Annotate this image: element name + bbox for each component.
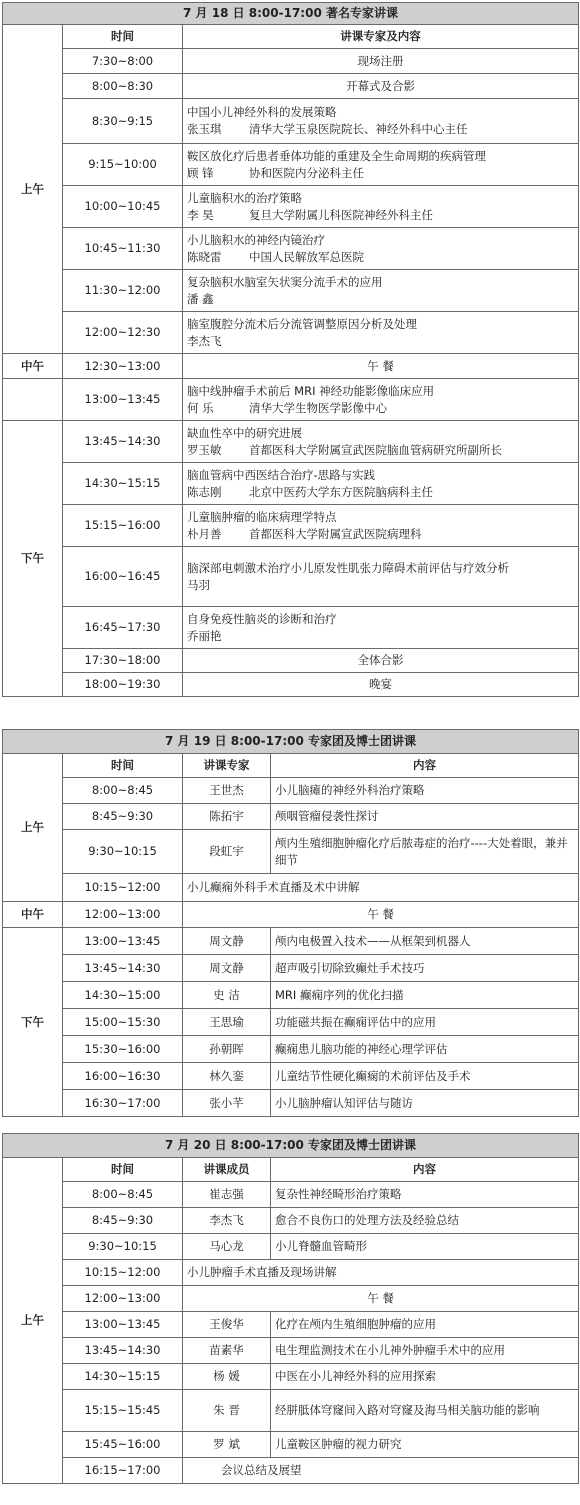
speaker-name: 乔丽艳 — [187, 628, 222, 643]
time-cell: 8:00~8:45 — [63, 778, 183, 804]
table-row — [3, 673, 579, 697]
content-cell: 小儿脊髓血管畸形 — [271, 1234, 579, 1260]
time-cell: 12:00~13:00 — [63, 902, 183, 928]
lecture-topic: 小儿脑积水的神经内镜治疗 — [187, 232, 325, 247]
time-cell: 13:00~13:45 — [63, 928, 183, 955]
content-cell — [183, 228, 579, 270]
table-row — [3, 902, 579, 928]
day1-title: 7 月 18 日 8:00-17:00 著名专家讲课 — [3, 3, 579, 25]
speaker-line — [187, 121, 574, 138]
time-cell: 7:30~8:00 — [63, 49, 183, 74]
time-cell: 15:00~15:30 — [63, 1009, 183, 1036]
speaker-cell: 周文静 — [183, 928, 271, 955]
speaker-cell: 史 洁 — [183, 982, 271, 1009]
table-row — [3, 49, 579, 74]
speaker-line — [187, 484, 574, 501]
time-cell: 10:15~12:00 — [63, 1260, 183, 1286]
speaker-name: 张玉琪 — [187, 122, 222, 136]
content-cell: 儿童结节性硬化癫痫的术前评估及手术 — [271, 1063, 579, 1090]
time-cell: 16:00~16:45 — [63, 547, 183, 607]
time-cell: 16:30~17:00 — [63, 1090, 183, 1117]
lecture-topic: 复杂脑积水脑室矢状窦分流手术的应用 — [187, 274, 383, 289]
table-row — [3, 1338, 579, 1364]
lecture-topic: 儿童脑积水的治疗策略 — [187, 190, 302, 205]
content-cell: 午 餐 — [183, 902, 579, 928]
time-cell: 13:00~13:45 — [63, 1312, 183, 1338]
content-cell — [183, 547, 579, 607]
speaker-name: 潘 鑫 — [187, 291, 214, 306]
time-cell: 14:30~15:00 — [63, 982, 183, 1009]
speaker-name: 何 乐 — [187, 400, 214, 415]
table-row — [3, 778, 579, 804]
speaker-name: 陈晓雷 — [187, 249, 222, 264]
day3-schedule-table — [2, 1133, 579, 1484]
table-row — [3, 649, 579, 673]
speaker-line — [187, 442, 574, 459]
day2-session-am: 上午 — [3, 754, 63, 902]
content-cell — [183, 607, 579, 649]
time-cell: 16:15~17:00 — [63, 1458, 183, 1484]
day3-col-content: 内容 — [271, 1158, 579, 1182]
speaker-cell: 林久銮 — [183, 1063, 271, 1090]
day3-col-time: 时间 — [63, 1158, 183, 1182]
time-cell: 15:15~15:45 — [63, 1390, 183, 1432]
time-cell: 12:00~12:30 — [63, 312, 183, 354]
content-cell: 电生理监测技术在小儿神外肿瘤手术中的应用 — [271, 1338, 579, 1364]
speaker-line — [187, 207, 574, 224]
day2-column-header-row — [3, 754, 579, 778]
content-cell: 全体合影 — [183, 649, 579, 673]
speaker-line — [187, 333, 574, 350]
table-row — [3, 1364, 579, 1390]
speaker-affiliation: 清华大学玉泉医院院长、神经外科中心主任 — [249, 122, 468, 136]
time-cell: 15:45~16:00 — [63, 1432, 183, 1458]
content-cell: 中医在小儿神经外科的应用探索 — [271, 1364, 579, 1390]
speaker-affiliation: 北京中医药大学东方医院脑病科主任 — [249, 484, 433, 499]
speaker-line — [187, 526, 574, 543]
lecture-topic: 中国小儿神经外科的发展策略 — [187, 105, 337, 119]
content-cell — [183, 463, 579, 505]
day3-column-header-row — [3, 1158, 579, 1182]
content-cell: 小儿脑肿瘤认知评估与随访 — [271, 1090, 579, 1117]
time-cell: 9:15~10:00 — [63, 144, 183, 186]
table-row — [3, 1009, 579, 1036]
time-cell: 12:30~13:00 — [63, 354, 183, 379]
time-cell: 9:30~10:15 — [63, 1234, 183, 1260]
table-row — [3, 1458, 579, 1484]
content-cell — [183, 186, 579, 228]
speaker-cell: 孙朝晖 — [183, 1036, 271, 1063]
day1-schedule-table — [2, 2, 579, 697]
content-cell: MRI 癫痫序列的优化扫描 — [271, 982, 579, 1009]
speaker-affiliation: 协和医院内分泌科主任 — [249, 165, 364, 180]
day2-schedule-table — [2, 729, 579, 1117]
content-cell: 小儿肿瘤手术直播及现场讲解 — [183, 1260, 579, 1286]
table-row — [3, 928, 579, 955]
time-cell: 13:00~13:45 — [63, 379, 183, 421]
content-cell: 癫痫患儿脑功能的神经心理学评估 — [271, 1036, 579, 1063]
table-row — [3, 463, 579, 505]
time-cell: 9:30~10:15 — [63, 830, 183, 874]
speaker-cell: 陈拓宇 — [183, 804, 271, 830]
table-row — [3, 1432, 579, 1458]
time-cell: 15:30~16:00 — [63, 1036, 183, 1063]
table-row — [3, 1208, 579, 1234]
table-row — [3, 1234, 579, 1260]
time-cell: 8:45~9:30 — [63, 804, 183, 830]
day1-col-time: 时间 — [63, 25, 183, 49]
speaker-line — [187, 291, 574, 308]
speaker-affiliation: 首都医科大学附属宣武医院脑血管病研究所副所长 — [249, 442, 502, 457]
speaker-name: 李 昊 — [187, 207, 214, 222]
content-cell: 经胼胝体穹窿间入路对穹窿及海马相关脑功能的影响 — [271, 1390, 579, 1432]
time-cell: 13:45~14:30 — [63, 421, 183, 463]
lecture-topic: 脑中线肿瘤手术前后 MRI 神经功能影像临床应用 — [187, 383, 435, 398]
content-cell: 儿童鞍区肿瘤的视力研究 — [271, 1432, 579, 1458]
content-cell — [183, 270, 579, 312]
day3-col-speaker: 讲课成员 — [183, 1158, 271, 1182]
time-cell: 17:30~18:00 — [63, 649, 183, 673]
table-row — [3, 1312, 579, 1338]
content-cell — [183, 421, 579, 463]
content-cell: 功能磁共振在癫痫评估中的应用 — [271, 1009, 579, 1036]
table-row — [3, 270, 579, 312]
day1-header-row — [3, 3, 579, 25]
day1-session-am: 上午 — [3, 25, 63, 354]
time-cell: 16:00~16:30 — [63, 1063, 183, 1090]
speaker-affiliation: 首都医科大学附属宣武医院病理科 — [249, 526, 422, 541]
lecture-topic: 缺血性卒中的研究进展 — [187, 425, 302, 440]
speaker-cell: 罗 斌 — [183, 1432, 271, 1458]
speaker-line — [187, 400, 574, 417]
table-row — [3, 505, 579, 547]
time-cell: 10:00~10:45 — [63, 186, 183, 228]
day2-header-row — [3, 730, 579, 754]
lecture-topic: 脑室腹腔分流术后分流管调整原因分析及处理 — [187, 316, 417, 331]
content-cell: 颅咽管瘤侵袭性探讨 — [271, 804, 579, 830]
speaker-affiliation: 复旦大学附属儿科医院神经外科主任 — [249, 207, 433, 222]
content-cell — [183, 99, 579, 144]
speaker-cell: 苗素华 — [183, 1338, 271, 1364]
day2-session-noon: 中午 — [3, 902, 63, 928]
empty-session-cell — [3, 379, 63, 421]
lecture-topic: 儿童脑肿瘤的临床病理学特点 — [187, 509, 337, 524]
speaker-affiliation: 清华大学生物医学影像中心 — [249, 400, 387, 415]
time-cell: 16:45~17:30 — [63, 607, 183, 649]
day1-column-header-row — [3, 25, 579, 49]
day3-title: 7 月 20 日 8:00-17:00 专家团及博士团讲课 — [3, 1134, 579, 1158]
content-cell: 午 餐 — [183, 354, 579, 379]
table-row — [3, 982, 579, 1009]
content-cell: 超声吸引切除致癫灶手术技巧 — [271, 955, 579, 982]
content-cell: 小儿脑瘫的神经外科治疗策略 — [271, 778, 579, 804]
time-cell: 11:30~12:00 — [63, 270, 183, 312]
speaker-name: 朴月善 — [187, 526, 222, 541]
table-row — [3, 1090, 579, 1117]
speaker-cell: 王世杰 — [183, 778, 271, 804]
speaker-cell: 王思瑜 — [183, 1009, 271, 1036]
day1-session-pm: 下午 — [3, 421, 63, 697]
content-cell: 颅内生殖细胞肿瘤化疗后脓毒症的治疗----大处着眼，兼并细节 — [271, 830, 579, 874]
speaker-line — [187, 249, 574, 266]
speaker-name: 马羽 — [187, 577, 210, 592]
content-cell: 愈合不良伤口的处理方法及经验总结 — [271, 1208, 579, 1234]
table-row — [3, 1036, 579, 1063]
table-row — [3, 547, 579, 607]
table-row — [3, 186, 579, 228]
content-cell: 会议总结及展望 — [183, 1458, 579, 1484]
table-row — [3, 607, 579, 649]
table-row — [3, 99, 579, 144]
table-row — [3, 1260, 579, 1286]
table-row — [3, 74, 579, 99]
time-cell: 18:00~19:30 — [63, 673, 183, 697]
table-row — [3, 874, 579, 902]
content-cell: 复杂性神经畸形治疗策略 — [271, 1182, 579, 1208]
speaker-cell: 杨 媛 — [183, 1364, 271, 1390]
table-row — [3, 312, 579, 354]
time-cell: 15:15~16:00 — [63, 505, 183, 547]
content-cell: 小儿癫痫外科手术直播及术中讲解 — [183, 874, 579, 902]
table-row — [3, 1182, 579, 1208]
day2-col-time: 时间 — [63, 754, 183, 778]
day3-header-row — [3, 1134, 579, 1158]
table-row — [3, 144, 579, 186]
table-row — [3, 354, 579, 379]
content-cell: 化疗在颅内生殖细胞肿瘤的应用 — [271, 1312, 579, 1338]
speaker-cell: 马心龙 — [183, 1234, 271, 1260]
lecture-topic: 自身免疫性脑炎的诊断和治疗 — [187, 611, 337, 626]
speaker-affiliation: 中国人民解放军总医院 — [249, 249, 364, 264]
time-cell: 8:30~9:15 — [63, 99, 183, 144]
time-cell: 12:00~13:00 — [63, 1286, 183, 1312]
speaker-cell: 李杰飞 — [183, 1208, 271, 1234]
table-row — [3, 955, 579, 982]
table-row — [3, 830, 579, 874]
table-row — [3, 1063, 579, 1090]
day1-col-content: 讲课专家及内容 — [183, 25, 579, 49]
content-cell: 现场注册 — [183, 49, 579, 74]
table-row — [3, 804, 579, 830]
content-cell — [183, 505, 579, 547]
day3-session-am: 上午 — [3, 1158, 63, 1484]
lecture-topic: 鞍区放化疗后患者垂体功能的重建及全生命周期的疾病管理 — [187, 148, 486, 163]
speaker-name: 陈志刚 — [187, 484, 222, 499]
day2-session-pm: 下午 — [3, 928, 63, 1117]
content-cell: 午 餐 — [183, 1286, 579, 1312]
time-cell: 8:00~8:45 — [63, 1182, 183, 1208]
lecture-topic: 脑深部电刺激术治疗小儿原发性肌张力障碍术前评估与疗效分析 — [187, 560, 509, 575]
time-cell: 8:00~8:30 — [63, 74, 183, 99]
time-cell: 13:45~14:30 — [63, 1338, 183, 1364]
content-cell — [183, 379, 579, 421]
table-row — [3, 228, 579, 270]
content-cell: 开幕式及合影 — [183, 74, 579, 99]
speaker-name: 罗玉敏 — [187, 442, 222, 457]
speaker-name: 顾 锋 — [187, 165, 214, 180]
time-cell: 14:30~15:15 — [63, 1364, 183, 1390]
day2-col-content: 内容 — [271, 754, 579, 778]
speaker-cell: 崔志强 — [183, 1182, 271, 1208]
content-cell — [183, 312, 579, 354]
speaker-cell: 段虹宇 — [183, 830, 271, 874]
speaker-cell: 张小芊 — [183, 1090, 271, 1117]
day2-title: 7 月 19 日 8:00-17:00 专家团及博士团讲课 — [3, 730, 579, 754]
table-row — [3, 1390, 579, 1432]
time-cell: 13:45~14:30 — [63, 955, 183, 982]
speaker-cell: 朱 晋 — [183, 1390, 271, 1432]
content-cell: 颅内电极置入技术——从框架到机器人 — [271, 928, 579, 955]
speaker-cell: 周文静 — [183, 955, 271, 982]
time-cell: 14:30~15:15 — [63, 463, 183, 505]
speaker-cell: 王俊华 — [183, 1312, 271, 1338]
time-cell: 10:15~12:00 — [63, 874, 183, 902]
table-row — [3, 421, 579, 463]
content-cell: 晚宴 — [183, 673, 579, 697]
day2-col-speaker: 讲课专家 — [183, 754, 271, 778]
time-cell: 10:45~11:30 — [63, 228, 183, 270]
content-cell — [183, 144, 579, 186]
day1-session-noon: 中午 — [3, 354, 63, 379]
table-row — [3, 1286, 579, 1312]
table-row — [3, 379, 579, 421]
lecture-topic: 脑血管病中西医结合治疗-思路与实践 — [187, 467, 376, 482]
speaker-name: 李杰飞 — [187, 333, 222, 348]
time-cell: 8:45~9:30 — [63, 1208, 183, 1234]
speaker-line — [187, 165, 574, 182]
